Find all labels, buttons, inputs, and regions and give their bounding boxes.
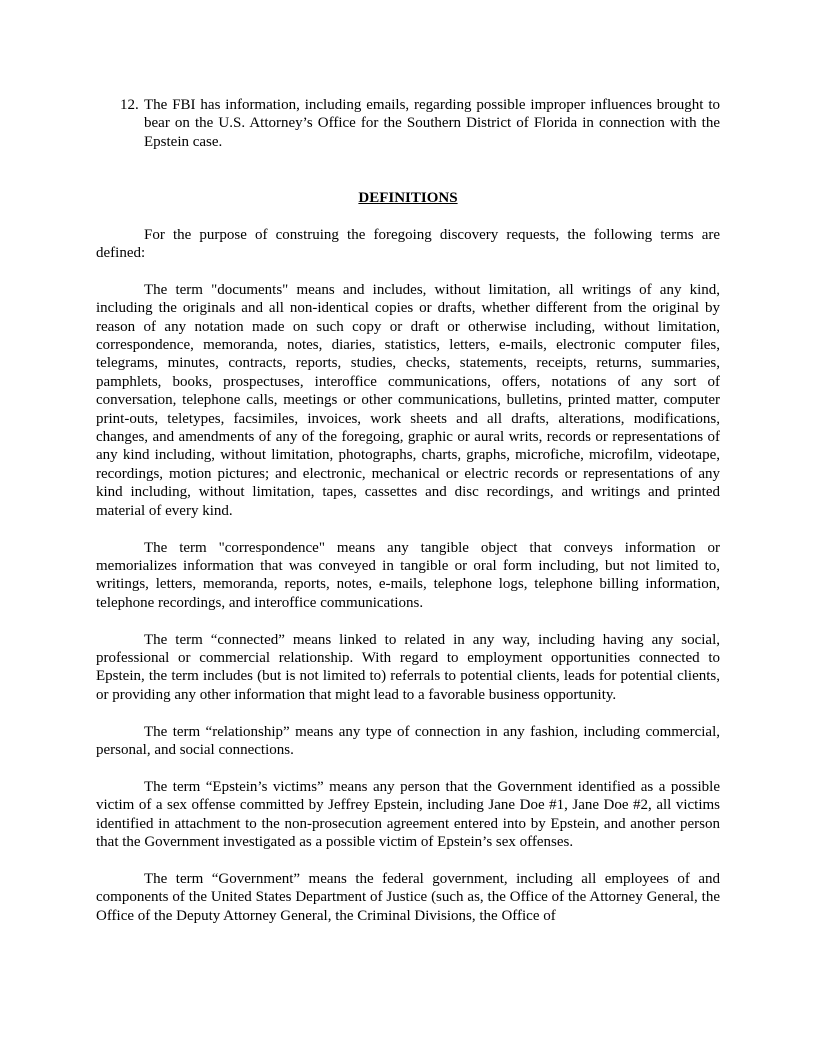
documents-definition-paragraph: The term "documents" means and includes, without limitation, all writings of any kind, including the originals and all non-identical copies or drafts, whether different from the original by reason of any notation made on such copy or draft or otherwise including, without limitation, correspondence, memoranda, notes, diaries, statistics, letters, e-mails, electronic computer files, telegrams, minutes, contracts, reports, studies, checks, statements, receipts, returns, summaries, pamphlets, books, prospectuses, interoffice communications, offers, notations of any sort of conversation, telephone calls, meetings or other communications, bulletins, printed matter, computer print-outs, teletypes, facsimiles, invoices, work sheets and all drafts, alterations, modifications, changes, and amendments of any of the foregoing, graphic or aural writs, records or representations of any kind including, without limitation, photographs, charts, graphs, microfiche, microfilm, videotape, recordings, motion pictures; and electronic, mechanical or electric records or representations of any kind including, without limitation, tapes, cassettes and disc recordings, and writings and printed material of every kind.	[96, 281, 720, 519]
epstein-victims-definition-paragraph: The term “Epstein’s victims” means any person that the Government identified as a possible victim of a sex offense committed by Jeffrey Epstein, including Jane Doe #1, Jane Doe #2, all victims identified in attachment to the non-prosecution agreement entered into by Epstein, and another person that the Government investigated as a possible victim of Epstein’s sex offenses.	[96, 778, 720, 850]
connected-definition-paragraph: The term “connected” means linked to related in any way, including having any social, professional or commercial relationship. With regard to employment opportunities connected to Epstein, the term includes (but is not limited to) referrals to potential clients, leads for potential clients, or providing any other information that might lead to a favorable business opportunity.	[96, 631, 720, 703]
government-definition-paragraph: The term “Government” means the federal government, including all employees of and components of the United States Department of Justice (such as, the Office of the Attorney General, the Office of the Deputy Attorney General, the Criminal Divisions, the Office of	[96, 870, 720, 924]
document-page	[96, 96, 720, 925]
relationship-definition-paragraph: The term “relationship” means any type of connection in any fashion, including commercial, personal, and social connections.	[96, 723, 720, 758]
list-item-number: 12.	[120, 97, 139, 113]
definitions-heading: DEFINITIONS	[358, 190, 458, 207]
correspondence-definition-paragraph: The term "correspondence" means any tangible object that conveys information or memorializes information that was conveyed in tangible or oral form including, but not limited to, writings, letters, memoranda, reports, notes, e-mails, telephone logs, telephone billing information, telephone recordings, and interoffice communications.	[96, 539, 720, 611]
numbered-list-item	[120, 96, 720, 151]
list-item-text: The FBI has information, including emails, regarding possible improper influences brought to bear on the U.S. Attorney’s Office for the Southern District of Florida in connection with the Epstein case.	[144, 97, 720, 150]
definitions-intro-paragraph: For the purpose of construing the foregoing discovery requests, the following terms are defined:	[96, 226, 720, 262]
